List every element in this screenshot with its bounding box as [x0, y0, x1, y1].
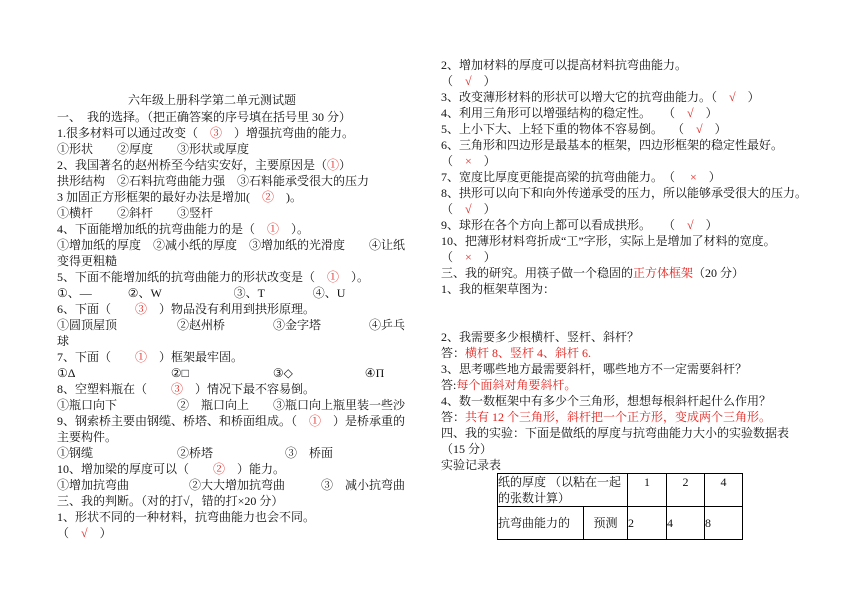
strength-row	[498, 507, 743, 540]
text-line	[57, 205, 422, 221]
text-line	[57, 141, 422, 157]
thickness-value-cell: 2	[667, 474, 705, 507]
text-line	[57, 333, 422, 349]
text-line	[441, 73, 816, 89]
text-run: （20 分）	[693, 266, 745, 280]
text-line	[441, 105, 816, 121]
text-run: 3、思考哪些地方最需要斜杆，哪些地方不一定需要斜杆？	[441, 362, 748, 376]
text-line	[57, 493, 422, 509]
text-line	[57, 157, 422, 173]
text-line	[57, 525, 422, 541]
text-run: 9、球形在各个方向上都可以看成拱形。 （	[441, 218, 688, 232]
text-run: ①钢缆 ②桥塔 ③ 桥面	[57, 446, 334, 460]
text-run: （15 分）	[441, 442, 493, 456]
text-run: ）	[696, 170, 721, 184]
answer-mark: ①	[267, 222, 280, 236]
text-run: 3 加固正方形框架的最好办法是增加(	[57, 190, 262, 204]
text-run: 2、增加材料的厚度可以提高材料抗弯曲能力。	[441, 58, 688, 72]
text-run: ）。	[279, 222, 310, 236]
answer-mark: ×	[690, 170, 697, 184]
text-run: 4、利用三角形可以增强结构的稳定性。 （	[441, 106, 688, 120]
answer-mark: ①	[327, 270, 340, 284]
strength-value-cell: 2	[628, 507, 667, 540]
text-run: ①瓶口向下 ② 瓶口向上 ③瓶口向上瓶里装一些沙	[57, 398, 406, 412]
text-line	[441, 153, 816, 169]
choice-and-judgment-section	[57, 109, 422, 541]
text-run: 6、下面（	[57, 302, 136, 316]
text-run: （	[441, 250, 466, 264]
text-run: 三、我的判断。（对的打√，错的打×20 分）	[57, 494, 284, 508]
text-run: ）能力。	[225, 462, 286, 476]
answer-mark: ③	[171, 382, 184, 396]
text-line	[57, 189, 422, 205]
text-line	[441, 169, 816, 185]
text-run: ①横杆 ②斜杆 ③竖杆	[57, 206, 214, 220]
answer-mark: √	[729, 90, 736, 104]
text-run: 5、下面不能增加纸的抗弯曲能力的形状改变是（	[57, 270, 328, 284]
text-run: 1、我的框架草图为：	[441, 282, 556, 296]
text-line	[57, 221, 422, 237]
text-line	[441, 265, 816, 281]
text-run: （	[57, 526, 82, 540]
answer-mark: ③	[210, 126, 223, 140]
answer-mark: ×	[465, 154, 472, 168]
text-run: 2、我国著名的赵州桥至今结实安好，主要原因是（	[57, 158, 328, 172]
judgment-and-research-section	[441, 57, 816, 297]
text-run: 四、我的实验：下面是做纸的厚度与抗弯曲能力大小的实验数据表	[441, 426, 790, 440]
answer-mark: ×	[465, 250, 472, 264]
text-run: 答:	[441, 378, 457, 392]
text-run: 实验记录表	[441, 458, 502, 472]
text-run: 三、我的研究。用筷子做一个稳固的	[441, 266, 634, 280]
text-line	[57, 317, 422, 333]
answer-mark: √	[81, 526, 88, 540]
text-run: ①形状 ②厚度 ③形状或厚度	[57, 142, 250, 156]
text-line	[441, 345, 816, 361]
text-run: ①Δ ②□ ③◇ ④П	[57, 366, 385, 380]
text-line	[57, 397, 422, 413]
text-line	[57, 269, 422, 285]
text-run: 4、下面能增加纸的抗弯曲能力的是（	[57, 222, 268, 236]
text-line	[441, 393, 816, 409]
text-run: 一、 我的选择。（把正确答案的序号填在括号里 30 分）	[57, 110, 352, 124]
text-line	[57, 413, 422, 429]
text-line	[57, 349, 422, 365]
text-line	[441, 201, 816, 217]
text-run: ）情况下最不容易倒。	[183, 382, 316, 396]
text-run: 8、空塑料瓶在（	[57, 382, 172, 396]
text-run: ①增加抗弯曲 ②大大增加抗弯曲 ③ 减小抗弯曲	[57, 478, 406, 492]
thickness-value-cell: 4	[705, 474, 743, 507]
text-run: ）	[693, 218, 718, 232]
text-run: ）	[471, 154, 496, 168]
text-line	[441, 281, 816, 297]
text-line	[441, 377, 816, 393]
text-run: 10、增加梁的厚度可以（	[57, 462, 214, 476]
text-run: ）	[702, 122, 727, 136]
text-line	[441, 441, 816, 457]
text-line	[57, 109, 422, 125]
text-line	[57, 173, 422, 189]
text-run: ）	[339, 158, 352, 172]
text-line	[57, 285, 422, 301]
text-run: ①圆顶屋顶 ②赵州桥 ③金字塔 ④乒乓	[57, 318, 406, 332]
text-line	[441, 409, 816, 425]
text-line	[57, 509, 422, 525]
text-run: 4、数一数框架中有多少个三角形，想想每根斜杆起什么作用？	[441, 394, 772, 408]
text-line	[57, 365, 422, 381]
text-run: ）框架最牢固。	[147, 350, 244, 364]
text-run: （	[441, 202, 466, 216]
text-line	[57, 445, 422, 461]
answer-mark: √	[465, 202, 472, 216]
text-run: 7、宽度比厚度更能提高梁的抗弯曲能力。 （	[441, 170, 691, 184]
text-line	[57, 477, 422, 493]
text-run: ）增强抗弯曲的能力。	[222, 126, 355, 140]
answer-mark: 每个面斜对角要斜杆。	[456, 378, 577, 392]
text-line	[57, 301, 422, 317]
answer-mark: √	[687, 218, 694, 232]
text-run: ）是桥承重的	[321, 414, 406, 428]
thickness-value-cell: 1	[628, 474, 667, 507]
text-line	[441, 121, 816, 137]
prediction-label-cell: 预测	[584, 507, 628, 540]
answer-mark: ③	[135, 302, 148, 316]
text-run: 答：	[441, 410, 466, 424]
answer-mark: √	[687, 106, 694, 120]
text-run: ）	[735, 90, 760, 104]
text-run: 1.很多材料可以通过改变（	[57, 126, 211, 140]
text-line	[441, 457, 816, 473]
sketch-area	[441, 297, 816, 329]
text-run: 主要构件。	[57, 430, 118, 444]
text-run: ）	[471, 250, 496, 264]
answer-mark: √	[465, 74, 472, 88]
text-line	[441, 425, 816, 441]
page-title: 六年级上册科学第二单元测试题	[128, 93, 297, 107]
text-run: （	[441, 74, 466, 88]
text-run: 答：	[441, 346, 466, 360]
text-line	[57, 381, 422, 397]
text-run: )。	[274, 190, 303, 204]
text-run: 1、形状不同的一种材料，抗弯曲能力也会不同。	[57, 510, 316, 524]
text-run: ）	[471, 74, 496, 88]
strength-value-cell: 4	[667, 507, 705, 540]
text-line	[441, 185, 816, 201]
answer-mark: ②	[262, 190, 275, 204]
text-line	[441, 329, 816, 345]
text-run: ）。	[339, 270, 370, 284]
text-line	[57, 429, 422, 445]
text-run: ①增加纸的厚度 ②减小纸的厚度 ③增加纸的光滑度 ④让纸	[57, 238, 406, 252]
right-column	[441, 57, 816, 540]
text-run: ）	[87, 526, 112, 540]
text-line	[441, 89, 816, 105]
answer-mark: ①	[135, 350, 148, 364]
text-run: ）	[471, 202, 496, 216]
text-line	[57, 237, 422, 253]
text-run: 9、钢索桥主要由钢缆、桥塔、和桥面组成。（	[57, 414, 310, 428]
text-run: 5、上小下大、上轻下重的物体不容易倒。 （	[441, 122, 697, 136]
text-line	[441, 361, 816, 377]
text-line	[441, 217, 816, 233]
answer-mark: ①	[309, 414, 322, 428]
text-run: 7、下面（	[57, 350, 136, 364]
thickness-row	[498, 474, 743, 507]
left-column	[57, 91, 422, 541]
strength-value-cell: 8	[705, 507, 743, 540]
text-run: 拱形结构 ②石料抗弯曲能力强 ③石料能承受很大的压力	[57, 174, 370, 188]
text-line	[57, 253, 422, 269]
answer-mark: 横杆 8、竖杆 4、斜杆 6.	[465, 346, 592, 360]
text-run: （	[441, 154, 466, 168]
strength-label-cell: 抗弯曲能力的	[498, 507, 584, 540]
thickness-label-cell: 纸的厚度 （以粘在一起的张数计算）	[498, 474, 628, 507]
research-and-experiment-section	[441, 329, 816, 473]
text-line	[441, 57, 816, 73]
text-line	[57, 125, 422, 141]
answer-mark: ①	[327, 158, 340, 172]
answer-mark: ②	[213, 462, 226, 476]
emphasis-text: 正方体框架	[633, 266, 694, 280]
text-run: 8、拱形可以向下和向外传递承受的压力，所以能够承受很大的压力。	[441, 186, 808, 200]
text-run: ）物品没有利用到拱形原理。	[147, 302, 316, 316]
text-line	[441, 249, 816, 265]
text-run: 2、我需要多少根横杆、竖杆、斜杆？	[441, 330, 640, 344]
text-run: ①、— ②、W ③、T ④、U	[57, 286, 346, 300]
answer-mark: √	[696, 122, 703, 136]
experiment-record-table	[497, 473, 743, 540]
text-line	[441, 137, 816, 153]
text-line	[441, 233, 816, 249]
text-run: ）	[693, 106, 718, 120]
text-run: 变得更粗糙	[57, 254, 118, 268]
text-run: 10、把薄形材料弯折成“工”字形，实际上是增加了材料的宽度。	[441, 234, 776, 248]
text-run: 3、改变薄形材料的形状可以增大它的抗弯曲能力。（	[441, 90, 730, 104]
text-run: 球	[57, 334, 70, 348]
text-run: 6、三角形和四边形是最基本的框架，四边形框架的稳定性最好。	[441, 138, 784, 152]
text-line	[57, 461, 422, 477]
answer-mark: 共有 12 个三角形，斜杆把一个正方形，变成两个三角形。	[465, 410, 772, 424]
